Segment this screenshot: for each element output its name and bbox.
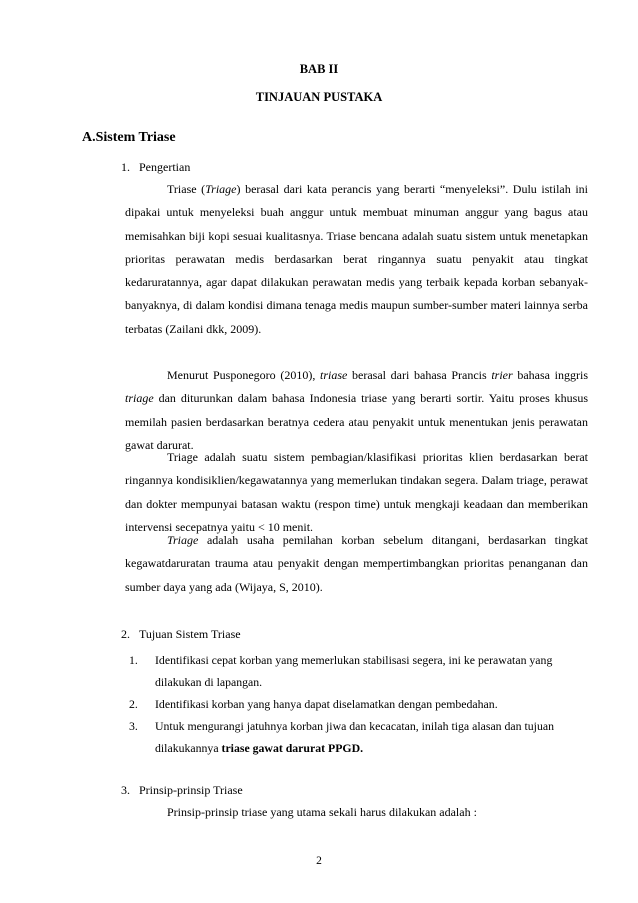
paragraph-definition (125, 178, 588, 341)
chapter-number: BAB II (299, 62, 339, 76)
bold-term: triase gawat darurat PPGD. (221, 741, 364, 755)
subsection-title: Tujuan Sistem Triase (139, 627, 241, 641)
subsection-title: Pengertian (139, 160, 191, 174)
subsection-heading-pengertian (121, 160, 190, 175)
italic-term: Triage (167, 533, 199, 547)
list-item-number: 1. (129, 653, 138, 667)
page-number: 2 (316, 855, 322, 867)
subsection-number: 2. (121, 627, 130, 641)
text-run: adalah usaha pemilahan korban sebelum ditangani, berdasarkan tingkat kegawatdaruratan trauma atau penyakit dengan mempertimbangkan prioritas penanganan dan sumber daya yang ada (Wijaya, S, 2010). (125, 533, 588, 594)
list-item (129, 715, 591, 759)
subsection-title: Prinsip-prinsip Triase (139, 783, 243, 797)
subsection-heading-prinsip (121, 783, 243, 798)
paragraph-triage-definition (125, 529, 588, 599)
list-item (129, 649, 591, 693)
text-run: ) berasal dari kata perancis yang berarti “menyeleksi”. Dulu istilah ini dipakai untuk menyeleksi buah anggur untuk membuat minuman anggur yang bagus atau memisahkan biji kopi sesuai kualitasnya. Triase bencana adalah suatu sistem untuk menetapkan prioritas perawatan medis berdasarkan berat ringannya suatu penyakit atau tingkat kedaruratannya, agar dapat dilakukan perawatan medis yang terbaik kepada korban sebanyak-banyaknya, di dalam kondisi dimana tenaga medis maupun sumber-sumber materi lainnya serba terbatas (Zailani dkk, 2009). (125, 182, 588, 336)
chapter-title: TINJAUAN PUSTAKA (255, 90, 383, 104)
italic-term: trier (491, 368, 513, 382)
prinsip-intro: Prinsip-prinsip triase yang utama sekali harus dilakukan adalah : (167, 805, 477, 819)
list-item-text (155, 715, 591, 759)
list-item-text: Identifikasi cepat korban yang memerlukan stabilisasi segera, ini ke perawatan yang dilakukan di lapangan. (155, 653, 553, 689)
text-run: Menurut Pusponegoro (2010), (167, 368, 321, 382)
list-item-number: 2. (129, 697, 138, 711)
section-title: A.Sistem Triase (82, 130, 176, 145)
text-run: Triage adalah suatu sistem pembagian/klasifikasi prioritas klien berdasarkan berat ringannya kondisiklien/kegawatannya yang memerlukan tindakan segera. Dalam triage, perawat dan dokter mempunyai batasan waktu (respon time) untuk mengkaji keadaan dan memberikan intervensi secepatnya yaitu < 10 menit. (125, 450, 588, 534)
italic-term: Triage (205, 182, 237, 196)
subsection-heading-tujuan (121, 627, 241, 642)
list-item-text: Identifikasi korban yang hanya dapat diselamatkan dengan pembedahan. (155, 697, 498, 711)
subsection-number: 1. (121, 160, 130, 174)
paragraph-pusponegoro (125, 364, 588, 457)
text-run: Untuk mengurangi jatuhnya korban jiwa dan kecacatan, inilah tiga alasan dan tujuan dilakukannya (155, 719, 554, 755)
text-run: bahasa inggris (512, 368, 589, 382)
paragraph-triage-system (125, 446, 588, 539)
text-run: Triase ( (167, 182, 206, 196)
italic-term: triage (125, 391, 154, 406)
text-run: dan diturunkan dalam bahasa Indonesia triase yang berarti sortir. Yaitu proses khusus memilah pasien berdasarkan beratnya cedera atau penyakit untuk menentukan jenis perawatan gawat darurat. (125, 391, 588, 452)
list-item (129, 693, 591, 715)
subsection-number: 3. (121, 783, 130, 797)
list-item-number: 3. (129, 719, 138, 733)
text-run: berasal dari bahasa Prancis (347, 368, 492, 382)
italic-term: triase (320, 368, 348, 382)
